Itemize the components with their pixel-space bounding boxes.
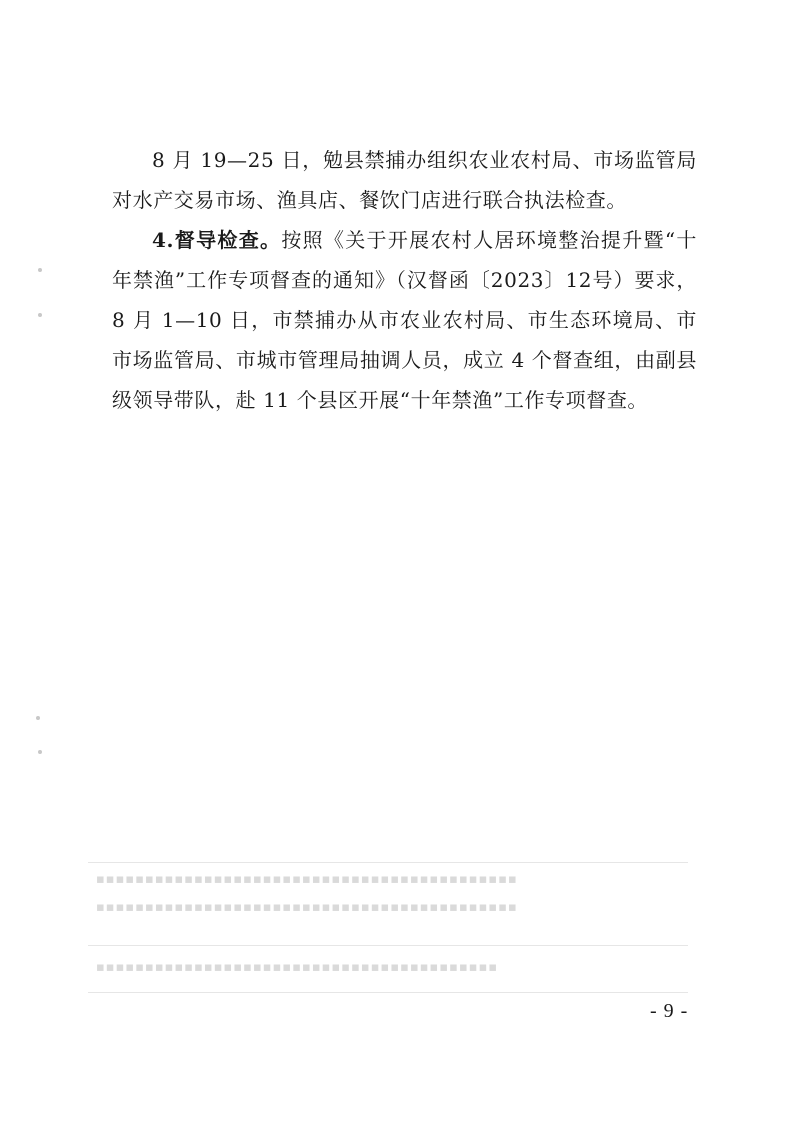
scan-speck [36,716,40,720]
body-text [112,140,697,420]
bleed-through-text: ▪▪▪▪▪▪▪▪▪▪▪▪▪▪▪▪▪▪▪▪▪▪▪▪▪▪▪▪▪▪▪▪▪▪▪▪▪▪▪▪▪ [96,960,499,975]
bleed-through-text: ▪▪▪▪▪▪▪▪▪▪▪▪▪▪▪▪▪▪▪▪▪▪▪▪▪▪▪▪▪▪▪▪▪▪▪▪▪▪▪▪▪▪▪ [96,900,518,915]
scan-speck [38,313,42,317]
paragraph-text: 8 月 19—25 日，勉县禁捕办组织农业农村局、市场监管局对水产交易市场、渔具店、餐饮门店进行联合执法检查。 [112,148,697,212]
bleed-through-text: ▪▪▪▪▪▪▪▪▪▪▪▪▪▪▪▪▪▪▪▪▪▪▪▪▪▪▪▪▪▪▪▪▪▪▪▪▪▪▪▪▪▪▪ [96,872,518,887]
scan-speck [38,268,42,272]
footer-divider-line [88,992,688,993]
paragraph-joint-enforcement [112,140,697,220]
paragraph-lead: 4.督导检查。 [152,228,282,252]
footer-divider-line [88,862,688,863]
paragraph-supervision-inspection [112,220,697,420]
scan-speck [38,750,42,754]
page-number: - 9 - [650,1000,689,1022]
footer-divider-line [88,945,688,946]
paragraph-text: 按照《关于开展农村人居环境整治提升暨“十年禁渔”工作专项督查的通知》（汉督函〔2023〕12号）要求，8 月 1—10 日，市禁捕办从市农业农村局、市生态环境局、市市场监管局、市城市管理局抽调人员，成立 4 个督查组，由副县级领导带队，赴 11 个县区开展“十年禁渔”工作专项督查。 [112,228,697,412]
